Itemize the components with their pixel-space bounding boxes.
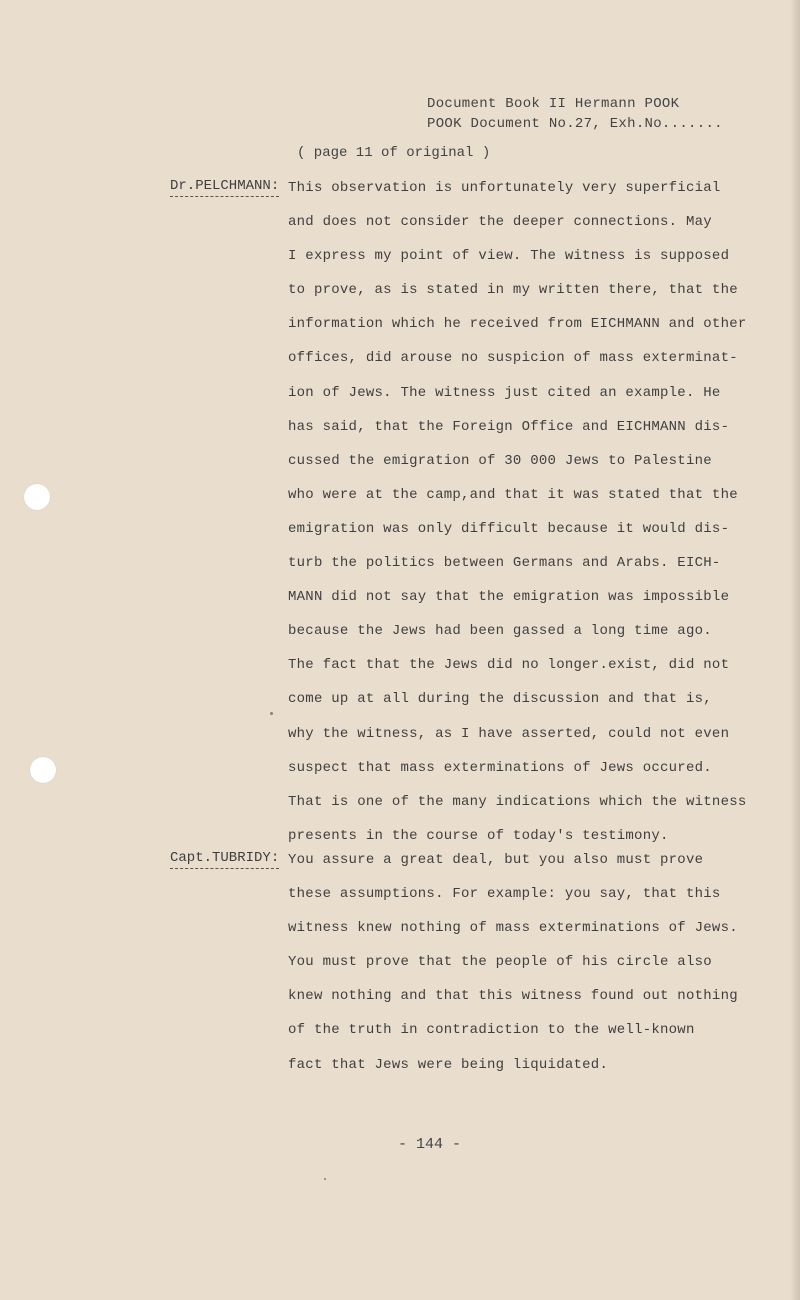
text-line: ion of Jews. The witness just cited an example. He	[288, 384, 721, 401]
text-line: You assure a great deal, but you also must prove	[288, 852, 704, 868]
text-line: MANN did not say that the emigration was impossible	[288, 589, 730, 606]
text-line: You must prove that the people of his circle also	[288, 954, 712, 971]
text-line: That is one of the many indications which the witness	[288, 793, 747, 810]
text-line: of the truth in contradiction to the well-known	[288, 1022, 695, 1039]
paper-speck	[270, 712, 273, 715]
text-line: suspect that mass exterminations of Jews occured.	[288, 759, 712, 776]
text-line: these assumptions. For example: you say, that this	[288, 886, 721, 903]
text-line: to prove, as is stated in my written there, that the	[288, 282, 738, 299]
punch-hole-lower	[30, 757, 56, 783]
punch-hole-upper	[24, 484, 50, 510]
page-number: - 144 -	[398, 1136, 462, 1153]
text-line: knew nothing and that this witness found out nothing	[288, 988, 738, 1005]
text-line: fact that Jews were being liquidated.	[288, 1056, 609, 1073]
paper-speck	[324, 1178, 326, 1180]
text-line: cussed the emigration of 30 000 Jews to Palestine	[288, 452, 712, 469]
text-line: presents in the course of today's testimony.	[288, 827, 669, 844]
text-line: why the witness, as I have asserted, could not even	[288, 725, 730, 742]
statement-tubridy	[288, 850, 758, 1089]
text-line: come up at all during the discussion and that is,	[288, 691, 712, 708]
text-line: offices, did arouse no suspicion of mass exterminat-	[288, 350, 738, 367]
text-line: who were at the camp,and that it was stated that the	[288, 486, 738, 503]
text-line: The fact that the Jews did no longer.exist, did not	[288, 657, 730, 674]
text-line: and does not consider the deeper connections. May	[288, 214, 712, 231]
statement-pelchmann	[288, 178, 758, 860]
page-edge-shadow	[790, 0, 800, 1300]
text-line: emigration was only difficult because it would dis-	[288, 520, 730, 537]
text-line: This observation is unfortunately very superficial	[288, 180, 721, 196]
header-line-1: Document Book II Hermann POOK	[427, 96, 680, 112]
speaker-label-tubridy: Capt.TUBRIDY:	[170, 850, 279, 869]
text-line: information which he received from EICHMANN and other	[288, 316, 747, 333]
header-line-2: POOK Document No.27, Exh.No.......	[427, 116, 723, 132]
text-line: witness knew nothing of mass exterminations of Jews.	[288, 920, 738, 937]
text-line: has said, that the Foreign Office and EICHMANN dis-	[288, 418, 730, 435]
document-header	[427, 94, 747, 134]
text-line: I express my point of view. The witness is supposed	[288, 248, 730, 265]
text-line: turb the politics between Germans and Arabs. EICH-	[288, 555, 721, 572]
text-line: because the Jews had been gassed a long time ago.	[288, 623, 712, 640]
original-page-reference: ( page 11 of original )	[297, 145, 491, 161]
speaker-label-pelchmann: Dr.PELCHMANN:	[170, 178, 279, 197]
